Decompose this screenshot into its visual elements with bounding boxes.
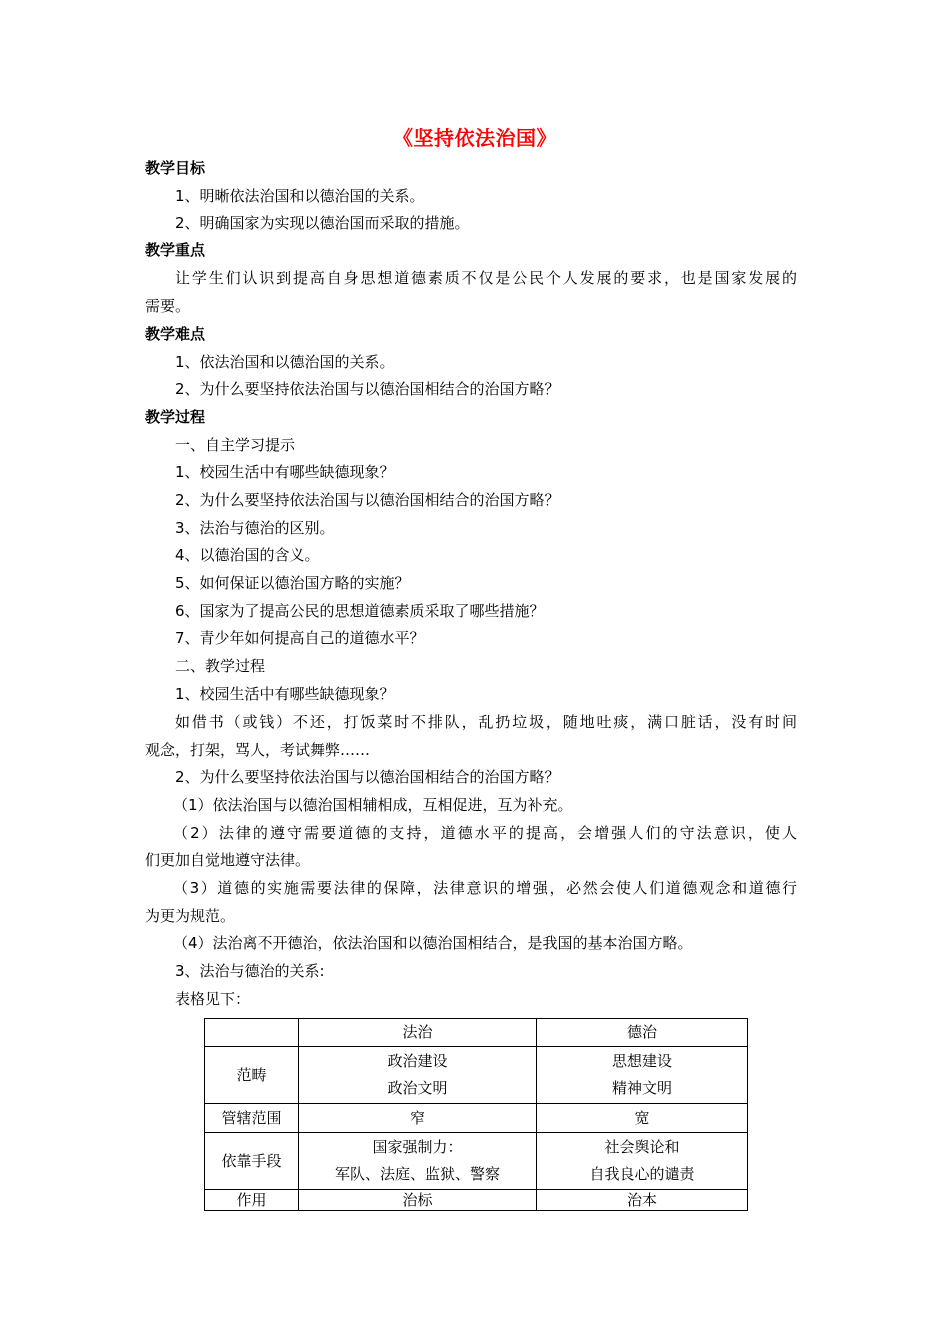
comparison-table	[204, 1018, 748, 1211]
answer-1-text-cont: 观念，打架，骂人，考试舞弊……	[145, 741, 371, 759]
row-label: 范畴	[205, 1047, 299, 1104]
cell-line: 政治文明	[387, 1079, 448, 1097]
table-row	[205, 1133, 748, 1190]
table-row	[205, 1190, 748, 1211]
section1-item: 4、以德治国的含义。	[175, 546, 320, 564]
virtue-cell: 治本	[537, 1190, 748, 1211]
answer-1-text: 如借书（或钱）不还，打饭菜时不排队，乱扔垃圾，随地吐痰，满口脏话，没有时间	[175, 713, 797, 731]
virtue-cell	[537, 1133, 748, 1190]
row-label: 依靠手段	[205, 1133, 299, 1190]
goal-item: 2、明确国家为实现以德治国而采取的措施。	[175, 214, 470, 232]
difficulty-item: 1、依法治国和以德治国的关系。	[175, 353, 395, 371]
heading-teaching-goal: 教学目标	[145, 159, 206, 177]
section1-item: 6、国家为了提高公民的思想道德素质采取了哪些措施？	[175, 602, 545, 620]
key-point-text: 让学生们认识到提高自身思想道德素质不仅是公民个人发展的要求，也是国家发展的	[175, 269, 797, 287]
table-row	[205, 1047, 748, 1104]
law-cell: 治标	[299, 1190, 537, 1211]
question-2: 2、为什么要坚持依法治国与以德治国相结合的治国方略？	[175, 768, 560, 786]
section1-title: 一、自主学习提示	[175, 436, 296, 454]
table-header-cell	[205, 1019, 299, 1047]
law-cell: 窄	[299, 1104, 537, 1133]
reason-3-cont: 为更为规范。	[145, 907, 236, 925]
difficulty-item: 2、为什么要坚持依法治国与以德治国相结合的治国方略？	[175, 380, 560, 398]
cell-line: 国家强制力：	[372, 1138, 463, 1156]
law-cell	[299, 1133, 537, 1190]
table-row	[205, 1104, 748, 1133]
question-1: 1、校园生活中有哪些缺德现象？	[175, 685, 395, 703]
section1-item: 1、校园生活中有哪些缺德现象？	[175, 463, 395, 481]
reason-4: （4）法治离不开德治，依法治国和以德治国相结合，是我国的基本治国方略。	[173, 934, 693, 952]
table-header-row	[205, 1019, 748, 1047]
cell-line: 自我良心的谴责	[589, 1165, 695, 1183]
row-label: 作用	[205, 1190, 299, 1211]
table-intro: 表格见下：	[175, 990, 251, 1008]
cell-line: 政治建设	[387, 1052, 448, 1070]
cell-line: 思想建设	[611, 1052, 672, 1070]
goal-item: 1、明晰依法治国和以德治国的关系。	[175, 187, 425, 205]
question-3: 3、法治与德治的关系:	[175, 962, 325, 980]
virtue-cell: 宽	[537, 1104, 748, 1133]
cell-line: 军队、法庭、监狱、警察	[334, 1165, 500, 1183]
document-title: 《坚持依法治国》	[393, 126, 557, 150]
heading-process: 教学过程	[145, 408, 206, 426]
heading-difficulty: 教学难点	[145, 325, 206, 343]
section1-item: 3、法治与德治的区别。	[175, 519, 335, 537]
reason-2: （2）法律的遵守需要道德的支持，道德水平的提高，会增强人们的守法意识，使人	[173, 824, 797, 842]
row-label: 管辖范围	[205, 1104, 299, 1133]
key-point-text-cont: 需要。	[145, 297, 191, 315]
section2-title: 二、教学过程	[175, 657, 266, 675]
heading-key-point: 教学重点	[145, 241, 206, 259]
section1-item: 5、如何保证以德治国方略的实施？	[175, 574, 410, 592]
section1-item: 7、青少年如何提高自己的道德水平？	[175, 629, 425, 647]
reason-3: （3）道德的实施需要法律的保障，法律意识的增强，必然会使人们道德观念和道德行	[173, 879, 797, 897]
virtue-cell	[537, 1047, 748, 1104]
reason-1: （1）依法治国与以德治国相辅相成，互相促进，互为补充。	[173, 796, 573, 814]
table-header-cell: 德治	[537, 1019, 748, 1047]
law-cell	[299, 1047, 537, 1104]
cell-line: 精神文明	[611, 1079, 672, 1097]
reason-2-cont: 们更加自觉地遵守法律。	[145, 851, 311, 869]
table-header-cell: 法治	[299, 1019, 537, 1047]
cell-line: 社会舆论和	[604, 1138, 680, 1156]
section1-item: 2、为什么要坚持依法治国与以德治国相结合的治国方略？	[175, 491, 560, 509]
